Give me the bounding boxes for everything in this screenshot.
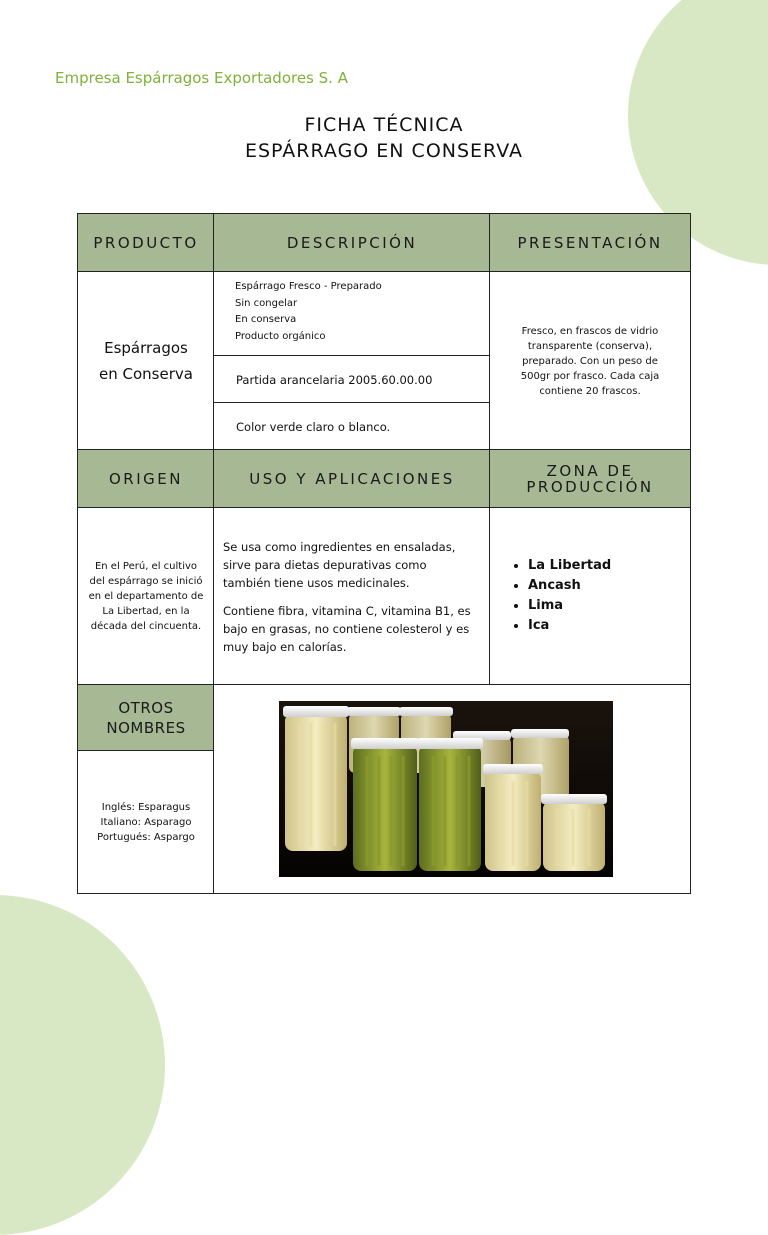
zones-cell: [489, 507, 691, 686]
title-line-1: FICHA TÉCNICA: [304, 114, 464, 136]
other-names-cell: [77, 750, 215, 894]
color-cell: [213, 402, 491, 451]
other-name-item: Portugués: Aspargo: [97, 831, 195, 843]
zones-list: [490, 556, 690, 636]
zone-item: • Ancash: [528, 576, 690, 596]
company-name: Empresa Espárragos Exportadores S. A: [55, 69, 348, 87]
header-otros-line-1: OTROS: [118, 699, 174, 717]
header-zona-line-1: ZONA DE: [546, 462, 634, 480]
product-name-line-1: Espárragos: [104, 339, 188, 357]
header-producto: PRODUCTO: [77, 213, 215, 273]
description-list: [213, 271, 491, 357]
header-otros-nombres: [77, 684, 215, 752]
product-name: [99, 335, 193, 387]
other-name-item: Inglés: Esparagus: [101, 801, 191, 813]
presentation-text: Fresco, en frascos de vidrio transparente (conserva), preparado. Con un peso de 500gr por frasco. Cada caja contiene 20 frascos.: [520, 325, 660, 397]
uses-cell: [213, 507, 491, 686]
description-item: Sin congelar: [235, 297, 298, 309]
tariff-text: Partida arancelaria 2005.60.00.00: [236, 372, 433, 387]
product-name-line-2: en Conserva: [99, 365, 193, 383]
document-title: [0, 112, 768, 164]
header-otros-line-2: NOMBRES: [106, 719, 186, 737]
description-item: Producto orgánico: [235, 330, 326, 342]
presentation-cell: [489, 271, 691, 451]
header-uso: USO Y APLICACIONES: [213, 449, 491, 509]
description-item: En conserva: [235, 314, 297, 325]
header-origen: ORIGEN: [77, 449, 215, 509]
header-descripcion: DESCRIPCIÓN: [213, 213, 491, 273]
color-text: Color verde claro o blanco.: [236, 419, 391, 434]
header-zona-line-2: PRODUCCIÓN: [526, 478, 654, 496]
description-item: Espárrago Fresco - Preparado: [235, 281, 382, 292]
decorative-circle-bottom: [0, 895, 165, 1235]
other-names-list: [97, 800, 195, 845]
origin-cell: [77, 507, 215, 686]
zone-item: • Lima: [528, 596, 690, 616]
product-cell: [77, 271, 215, 451]
zone-item: • La Libertad: [528, 556, 690, 576]
other-name-item: Italiano: Asparago: [100, 816, 192, 828]
uses-paragraph-1: Se usa como ingredientes en ensaladas, sirve para dietas depurativas como también tiene usos medicinales.: [223, 540, 456, 590]
uses-paragraph-2: Contiene fibra, vitamina C, vitamina B1, es bajo en grasas, no contiene colesterol y es muy bajo en calorías.: [223, 604, 471, 654]
title-line-2: ESPÁRRAGO EN CONSERVA: [244, 140, 524, 162]
origin-text: En el Perú, el cultivo del espárrago se inició en el departamento de La Libertad, en la década del cincuenta.: [88, 561, 204, 632]
header-presentacion: PRESENTACIÓN: [489, 213, 691, 273]
header-zona: [489, 449, 691, 509]
asparagus-jars-photo: [279, 701, 613, 877]
zone-item: • Ica: [528, 616, 690, 636]
tariff-cell: [213, 355, 491, 404]
